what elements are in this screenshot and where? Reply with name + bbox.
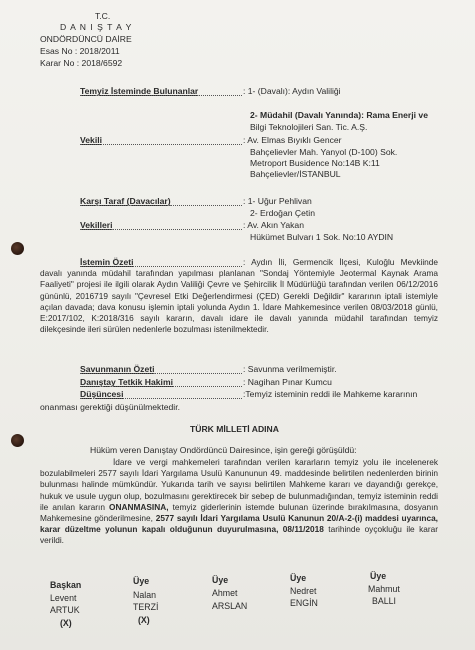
opponent-line — [80, 205, 242, 206]
judge-value: : Nagihan Pınar Kumcu — [243, 377, 332, 387]
verdict-title: TÜRK MİLLETİ ADINA — [190, 424, 279, 434]
verdict-text-2: temyiz giderlerinin istemde bulunan üzerinde bırakılmasına, dosyanın Mahkemesine gönderilmesine, — [40, 501, 438, 524]
opponent-1: : 1- Uğur Pehlivan — [243, 196, 312, 206]
header-chamber: ONDÖRDÜNCÜ DAİRE — [40, 34, 132, 44]
signature-role-4: Üye — [290, 573, 307, 583]
appeal-label: Temyiz İsteminde Bulunanlar — [80, 86, 199, 96]
header-court: D A N I Ş T A Y — [60, 22, 133, 32]
vekilleri-line — [80, 229, 242, 230]
verdict-intro: Hüküm veren Danıştay Ondördüncü Dairesince, işin gereği görüşüldü: — [90, 445, 357, 455]
judge-line — [80, 386, 242, 387]
verdict-bold-1: ONANMASINA, — [109, 501, 169, 512]
defence-value: : Savunma verilmemiştir. — [243, 364, 337, 374]
signature-role-5: Üye — [370, 571, 387, 581]
header-esas: Esas No : 2018/2011 — [40, 46, 120, 56]
defence-line — [80, 373, 242, 374]
vekili-label: Vekili — [80, 135, 102, 145]
vekili-1: : Av. Elmas Bıyıklı Gencer — [243, 135, 342, 145]
header-karar: Karar No : 2018/6592 — [40, 58, 123, 68]
appeal-value: : 1- (Davalı): Aydın Valiliği — [243, 86, 341, 96]
opponent-2: 2- Erdoğan Çetin — [250, 208, 315, 218]
signature-first-3: Ahmet — [212, 588, 238, 598]
header-tc: T.C. — [95, 11, 111, 21]
signature-last-4: ENGİN — [290, 598, 318, 608]
signature-mark-1: (X) — [60, 618, 72, 628]
signature-last-2: TERZİ — [133, 602, 159, 612]
punch-hole-top — [11, 242, 24, 255]
verdict-paragraph — [40, 457, 438, 547]
vekilleri-1: : Av. Akın Yakan — [243, 220, 304, 230]
summary-label: İstemin Özeti — [80, 257, 134, 267]
signature-last-3: ARSLAN — [212, 601, 248, 611]
vekilleri-label: Vekilleri — [80, 220, 113, 230]
signature-role-2: Üye — [133, 576, 150, 586]
vekili-4: Bahçelievler/İSTANBUL — [250, 169, 341, 179]
signature-first-4: Nedret — [290, 586, 317, 596]
opinion-continued: onanması gerektiği düşünülmektedir. — [40, 402, 180, 412]
opinion-label: Düşüncesi — [80, 389, 124, 399]
signature-role-1: Başkan — [50, 580, 82, 590]
vekili-2: Bahçelievler Mah. Yanyol (D-100) Sok. — [250, 147, 398, 157]
summary-text: : Aydın İli, Germencik İlçesi, Kuloğlu Mevkiinde davalı yanında müdahil tarafından yapılması planlanan "Sondaj Yöntemiyle Jeotermal Kaynak Arama Faaliyeti" projesi ile ilgili olarak Aydın Valiliği Çevre ve Şehircilik İl Müdürlüğü tarafından verilen 06/12/2016 gününlü, 2016719 sayılı "Çevresel Etki Değerlendirmesi (ÇED) Gerekli Değildir" kararının iptali istemiyle açılan davada; dava konusu işlemin iptali yolunda Aydın 1. İdare Mahkemesince verilen 08/03/2018 günlü, E:2017/102, K:2018/316 sayılı kararın, davalı idare ile davalı yanında müdahil tarafından temyiz dilekçesinde ileri sürülen nedenlerle bozulması istenilmektedir. — [40, 257, 438, 335]
verdict-text-3: tarihinde oyçokluğu ile karar verildi. — [40, 524, 438, 546]
verdict-bold-2: 2577 sayılı İdari Yargılama Usulü Kanunun 20/A-2-(i) maddesi uyarınca, karar düzeltme yolunun kapalı olduğunun duyurulmasına, 08/11/2018 — [40, 513, 438, 535]
signature-last-1: ARTUK — [50, 605, 80, 615]
judge-label: Danıştay Tetkik Hakimi — [80, 377, 173, 387]
vekili-line — [80, 144, 242, 145]
signature-first-5: Mahmut — [368, 584, 400, 594]
appeal-line — [80, 95, 242, 96]
punch-hole-bottom — [11, 434, 24, 447]
signature-last-5: BALLI — [372, 596, 396, 606]
signature-first-1: Levent — [50, 593, 77, 603]
signature-first-2: Nalan — [133, 590, 156, 600]
defence-label: Savunmanın Özeti — [80, 364, 155, 374]
opinion-value: :Temyiz isteminin reddi ile Mahkeme kararının — [243, 389, 418, 399]
verdict-text-1: İdare ve vergi mahkemeleri tarafından verilen kararların temyiz yolu ile incelenerek bozulabilmeleri 2577 sayılı İdari Yargılama Usulü Kanununun 49. maddesinde belirtilen nedenlerden birinin bulunması halinde mümkündür. Yukarıda tarih ve sayısı belirtilen Mahkeme kararı ve dayandığı gerekçe, hukuk ve usule uygun olup, bozulmasını gerektirecek bir sebep de bulunmadığından, temyiz isteminin reddi ile anılan kararın — [40, 457, 438, 512]
intervenor-2: Bilgi Teknolojileri San. Tic. A.Ş. — [250, 122, 368, 132]
opinion-line — [80, 398, 242, 399]
signature-role-3: Üye — [212, 575, 229, 585]
vekili-3: Metroport Busidence No:14B K:11 — [250, 158, 380, 168]
vekilleri-2: Hükümet Bulvarı 1 Sok. No:10 AYDIN — [250, 232, 394, 242]
opponent-label: Karşı Taraf (Davacılar) — [80, 196, 171, 206]
intervenor-1: 2- Müdahil (Davalı Yanında): Rama Enerji ve — [250, 110, 428, 120]
signature-mark-2: (X) — [138, 615, 150, 625]
